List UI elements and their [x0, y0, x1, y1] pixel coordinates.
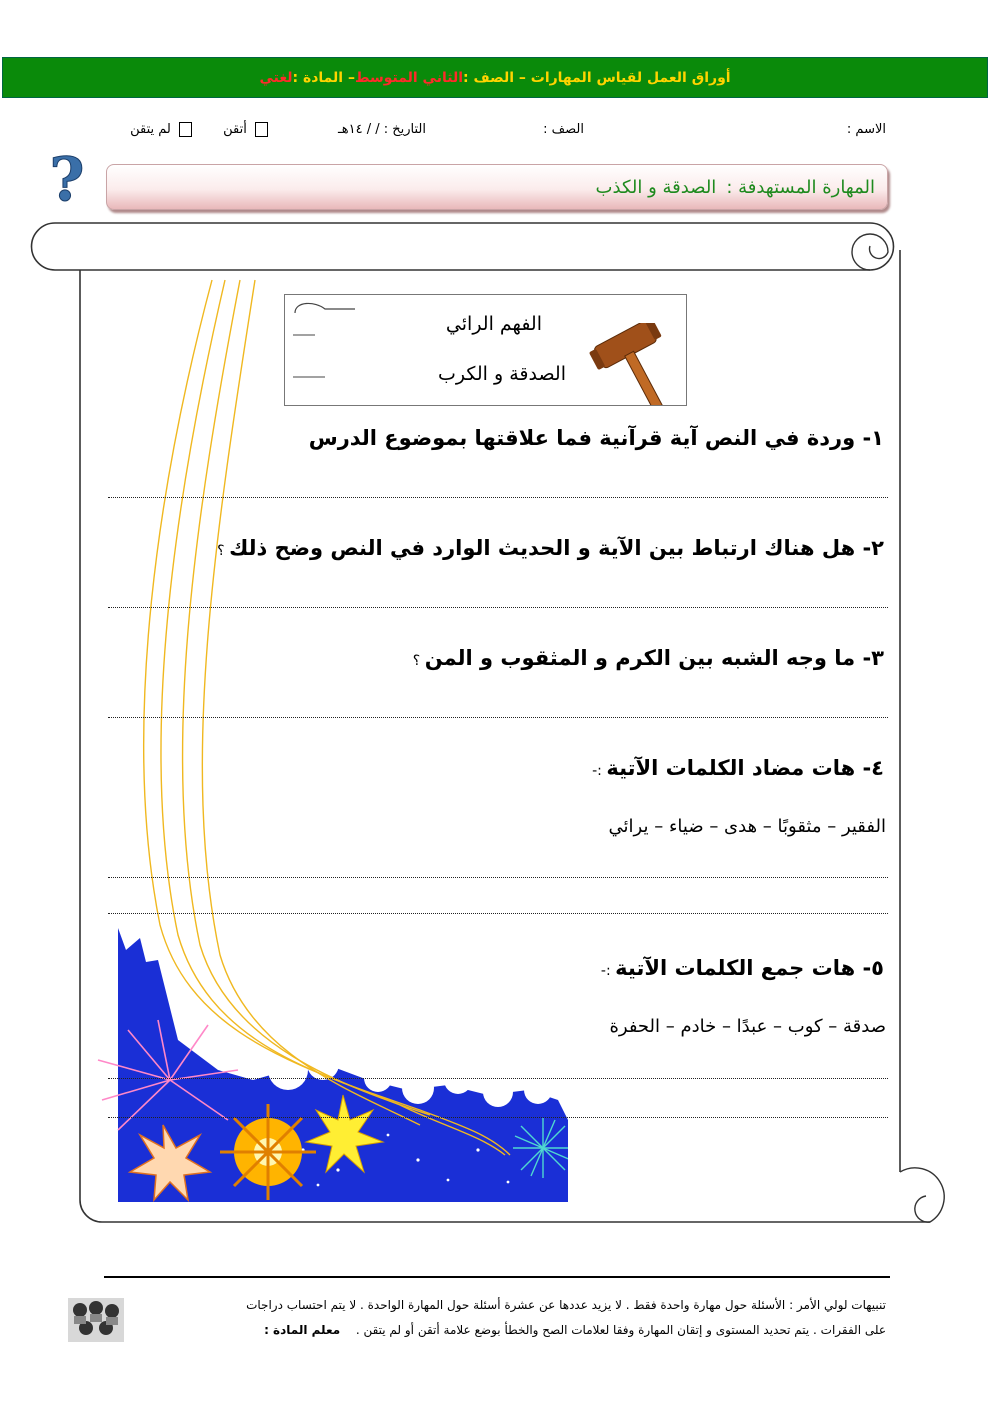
title-line-2: الصدقة و الكرب: [438, 363, 566, 385]
answer-line-3[interactable]: [108, 717, 888, 718]
mastered-label: أتقن: [223, 122, 247, 137]
svg-text:?: ?: [49, 146, 85, 208]
q4-word-list: الفقير – مثقوبًا – هدى – ضياء – يرائي: [608, 816, 886, 837]
footer-note-line-2-text: على الفقرات . يتم تحديد المستوى و إتقان المهارة وفقا لعلامات الصح والخطأ بوضع علامة أتقن أو لم يتقن .: [355, 1323, 886, 1337]
footer-note-line-1: تنبيهات لولي الأمر : الأسئلة حول مهارة واحدة فقط . لا يزيد عددها عن عشرة أسئلة حول المهارة الواحدة . لا يتم احتساب دراجات: [246, 1298, 886, 1312]
skill-label: المهارة المستهدفة :: [726, 176, 875, 198]
question-3-text: ٣- ما وجه الشبه بين الكرم و المثقوب و المن: [424, 646, 884, 670]
question-2-text: ٢- هل هناك ارتباط بين الآية و الحديث الوارد في النص وضح ذلك: [229, 536, 884, 560]
answer-line-5a[interactable]: [108, 1078, 888, 1079]
header-mid: – المادة :: [292, 69, 355, 86]
streamer-lines: [100, 275, 520, 1215]
question-5-tail: :-: [600, 963, 616, 979]
class-label: الصف :: [543, 122, 584, 137]
footer-note-line-2: [264, 1323, 886, 1337]
date-label: التاريخ : / / ١٤هـ: [337, 122, 426, 137]
teacher-label: معلم المادة :: [264, 1323, 341, 1337]
footer-divider: [104, 1276, 890, 1278]
answer-line-4b[interactable]: [108, 913, 888, 914]
skill-value: الصدقة و الكذب: [595, 176, 717, 198]
question-5-text: ٥- هات جمع الكلمات الآتية: [615, 956, 884, 980]
question-4-tail: :-: [592, 763, 607, 779]
title-box: [284, 294, 687, 406]
question-1: [309, 426, 884, 450]
question-5: [601, 956, 884, 980]
not-mastered-label: لم يتقن: [130, 122, 171, 137]
header-grade: الثاني المتوسط: [354, 69, 463, 86]
answer-line-1[interactable]: [108, 497, 888, 498]
question-3: [413, 646, 884, 670]
q5-word-list: صدقة – كوب – عبدًا – خادم – الحفرة: [609, 1016, 886, 1037]
answer-line-2[interactable]: [108, 607, 888, 608]
header-subject: لغتي: [259, 69, 293, 86]
answer-line-4a[interactable]: [108, 877, 888, 878]
question-2: [217, 536, 884, 560]
question-4: [592, 756, 884, 780]
question-3-tail: ؟: [412, 653, 425, 669]
answer-line-5b[interactable]: [108, 1117, 888, 1118]
question-2-tail: ؟: [217, 543, 230, 559]
question-4-text: ٤- هات مضاد الكلمات الآتية: [606, 756, 884, 780]
question-1-text: ١- وردة في النص آية قرآنية فما علاقتها بموضوع الدرس: [308, 426, 884, 450]
name-label: الاسم :: [846, 122, 886, 137]
students-group-icon: [68, 1298, 124, 1342]
title-line-1: الفهم الرائي: [445, 313, 542, 335]
gavel-icon: [583, 323, 687, 405]
header-prefix: أوراق العمل لقياس المهارات – الصف :: [463, 69, 731, 86]
